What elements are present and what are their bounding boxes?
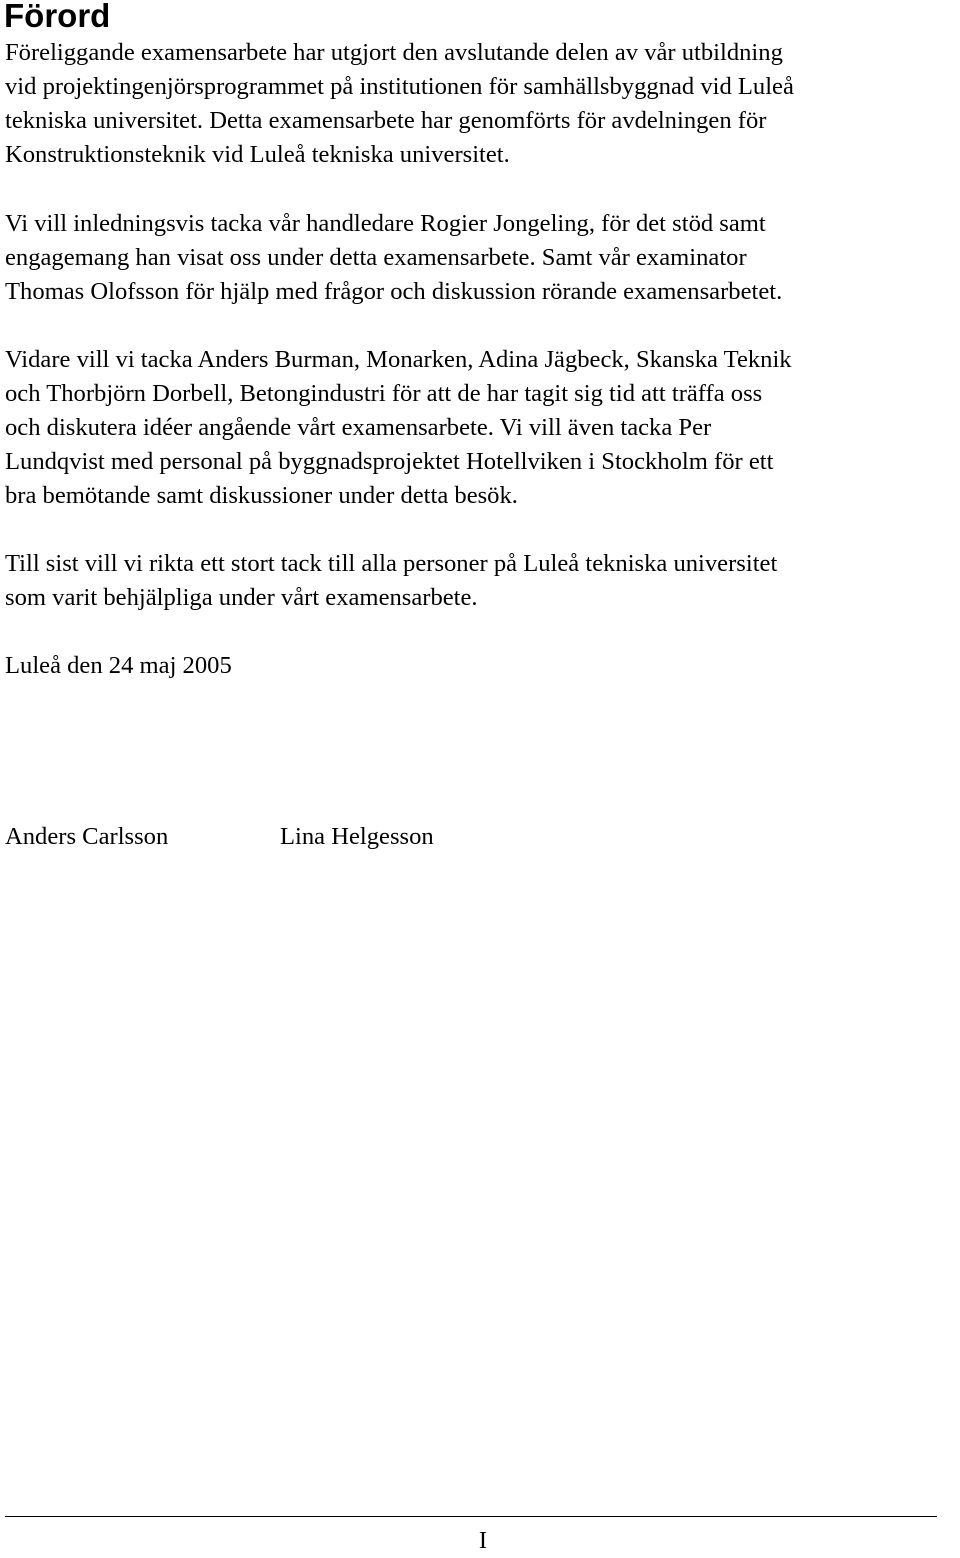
- place-date: [5, 649, 960, 683]
- text-line: som varit behjälpliga under vårt examensarbete.: [5, 584, 478, 611]
- page-number: I: [478, 1527, 488, 1554]
- text-line: Till sist vill vi rikta ett stort tack till alla personer på Luleå tekniska universitet: [5, 550, 778, 577]
- text-line: vid projektingenjörsprogrammet på institutionen för samhällsbyggnad vid Luleå: [5, 73, 794, 100]
- text-line: och diskutera idéer angående vårt examensarbete. Vi vill även tacka Per: [5, 414, 712, 441]
- text-line: Thomas Olofsson för hjälp med frågor och diskussion rörande examensarbetet.: [5, 278, 783, 305]
- text-line: Vi vill inledningsvis tacka vår handledare Rogier Jongeling, för det stöd samt: [5, 210, 766, 237]
- text-line: Vidare vill vi tacka Anders Burman, Monarken, Adina Jägbeck, Skanska Teknik: [5, 346, 792, 373]
- paragraph-industry-thanks: [5, 343, 960, 513]
- text-line: bra bemötande samt diskussioner under detta besök.: [5, 482, 518, 509]
- page-title: Förord: [4, 0, 111, 34]
- text-line: och Thorbjörn Dorbell, Betongindustri för att de har tagit sig tid att träffa oss: [5, 380, 763, 407]
- paragraph-final-thanks: [5, 547, 960, 615]
- paragraph-supervisor-thanks: [5, 207, 960, 309]
- text-line: engagemang han visat oss under detta examensarbete. Samt vår examinator: [5, 244, 747, 271]
- text-line: Föreliggande examensarbete har utgjort den avslutande delen av vår utbildning: [5, 39, 783, 66]
- text-line: Luleå den 24 maj 2005: [5, 652, 232, 679]
- paragraph-introduction: [5, 36, 960, 172]
- signature-name: Anders Carlsson: [5, 823, 169, 850]
- footer-divider: [5, 1516, 937, 1517]
- text-line: Lundqvist med personal på byggnadsprojektet Hotellviken i Stockholm för ett: [5, 448, 774, 475]
- text-line: Konstruktionsteknik vid Luleå tekniska universitet.: [5, 141, 510, 168]
- text-line: tekniska universitet. Detta examensarbete har genomförts för avdelningen för: [5, 107, 767, 134]
- signature-name: Lina Helgesson: [280, 823, 434, 850]
